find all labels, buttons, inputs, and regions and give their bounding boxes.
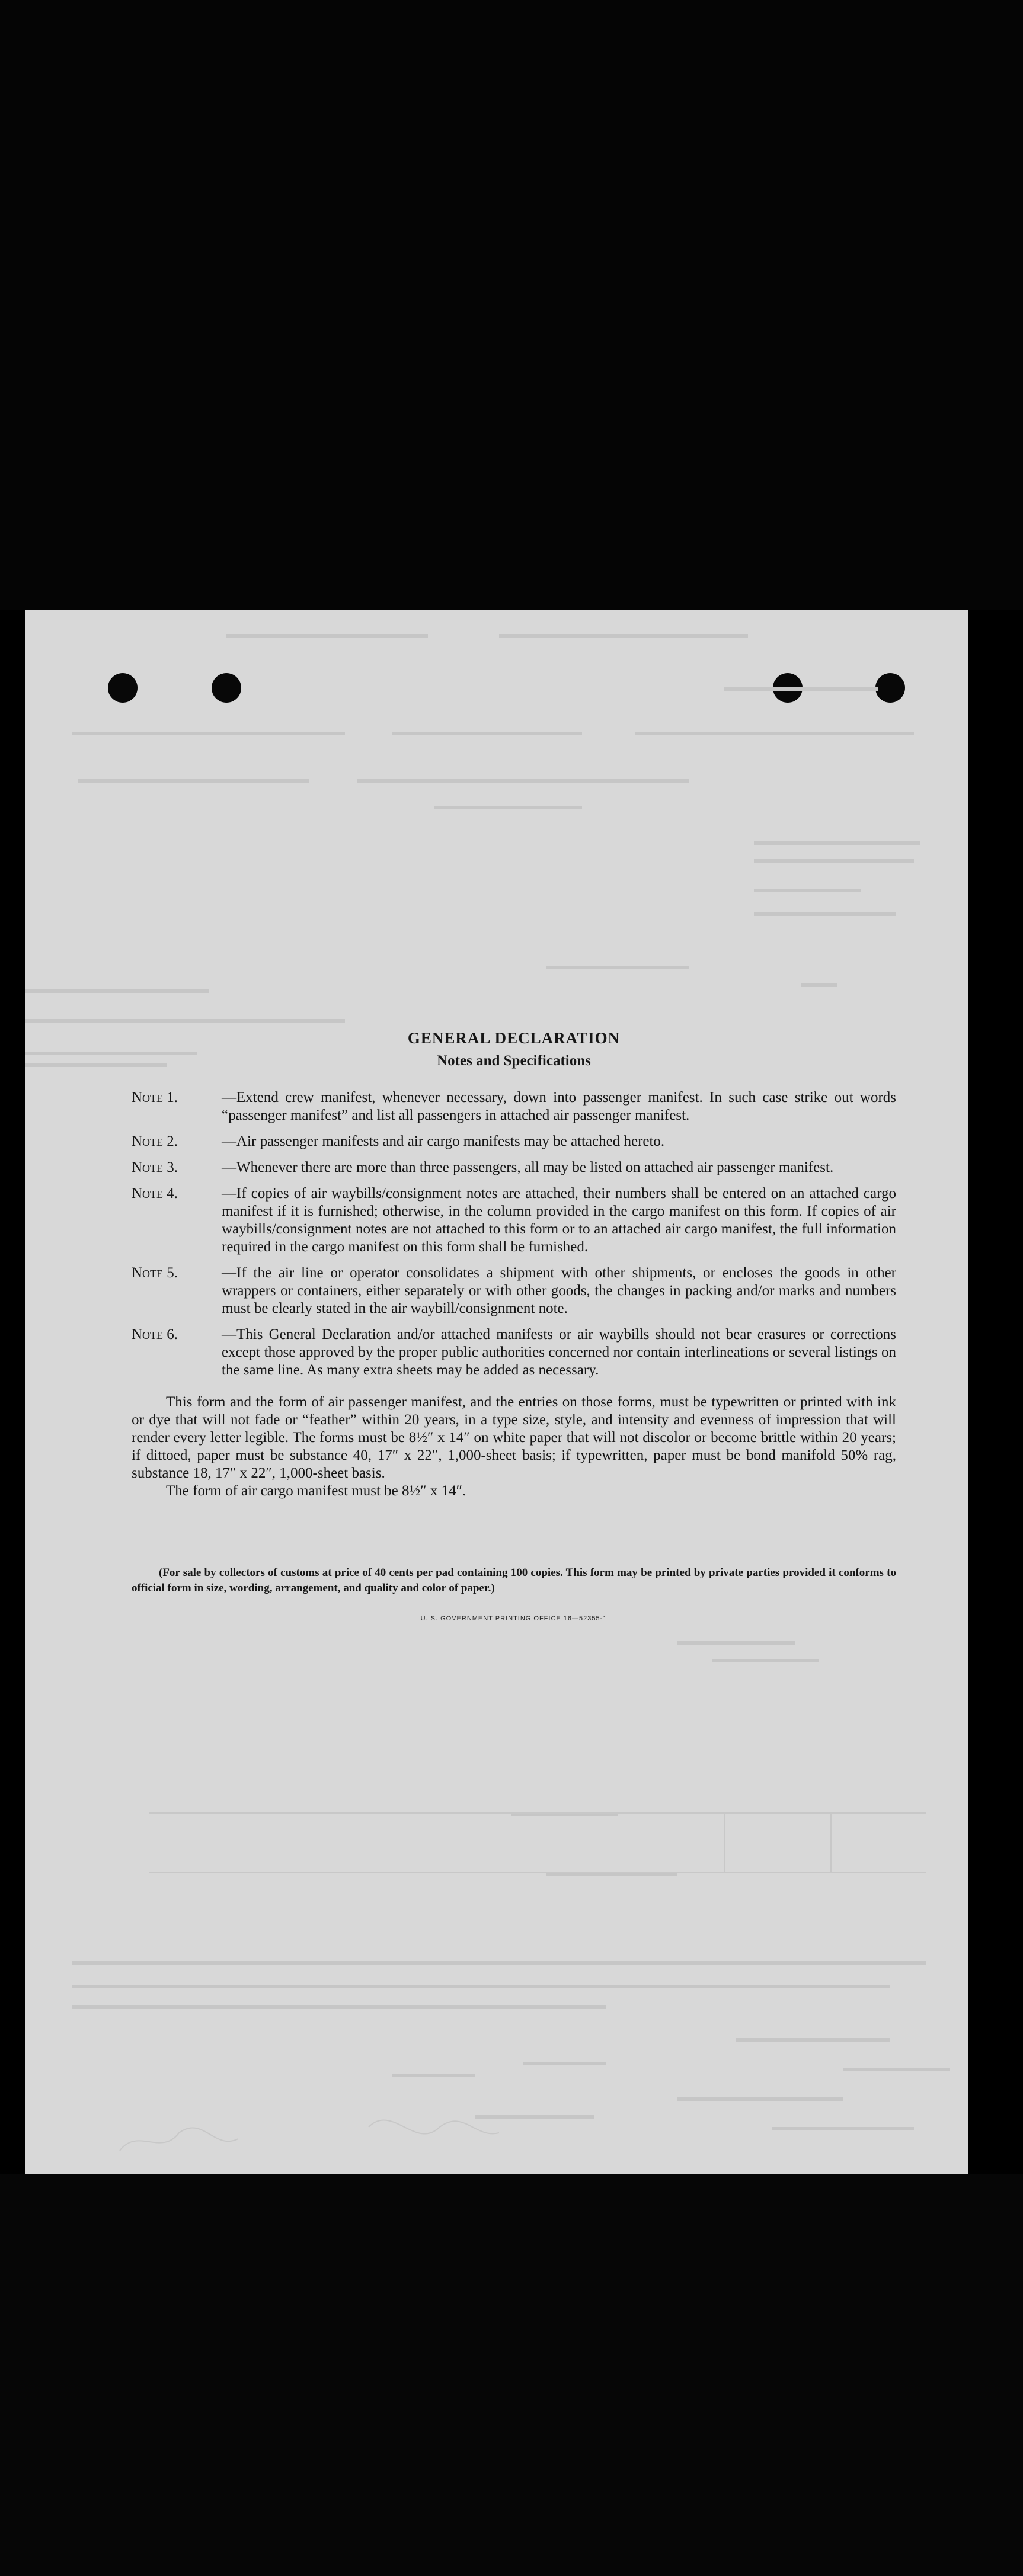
page-title: GENERAL DECLARATION bbox=[407, 1029, 621, 1047]
page-subtitle: Notes and Specifications bbox=[437, 1053, 591, 1069]
scanner-background-top bbox=[0, 0, 1023, 610]
note-text: —If the air line or operator consolidates a shipment with other shipments, or encloses the goods in other wrappers or containers, either separately or with other goods, the changes in packing and/or marks and numbers must be clearly stated in the air waybill/consignment note. bbox=[222, 1265, 896, 1316]
note-5 bbox=[132, 1264, 896, 1318]
note-text: —Extend crew manifest, whenever necessary, down into passenger manifest. In such case strike out words “passenger manifest” and list all passengers in attached air passenger manifest. bbox=[222, 1090, 896, 1123]
note-label: Note 1. bbox=[132, 1090, 178, 1106]
note-label: Note 2. bbox=[132, 1133, 178, 1149]
document-page bbox=[25, 610, 968, 2174]
note-label: Note 3. bbox=[132, 1159, 178, 1175]
note-label: Note 5. bbox=[132, 1265, 178, 1281]
sale-notice: (For sale by collectors of customs at price of 40 cents per pad containing 100 copies. This form may be printed by private parties provided it conforms to official form in size, wording, arrangement, and quality and color of paper.) bbox=[132, 1566, 896, 1594]
note-text: —Air passenger manifests and air cargo manifests may be attached hereto. bbox=[222, 1133, 665, 1149]
cargo-manifest-size-paragraph: The form of air cargo manifest must be 8½″ x 14″. bbox=[166, 1483, 466, 1499]
note-text: —If copies of air waybills/consignment notes are attached, their numbers shall be entered on an attached cargo manifest if it is furnished; otherwise, in the column provided in the cargo manifest on this form. If copies of air waybills/consignment notes are not attached to this form or to an attached air cargo manifest, the full information required in the cargo manifest on this form shall be furnished. bbox=[222, 1186, 896, 1255]
note-4 bbox=[132, 1185, 896, 1256]
printer-imprint: U. S. GOVERNMENT PRINTING OFFICE 16—52355-1 bbox=[420, 1615, 608, 1622]
note-2 bbox=[132, 1133, 896, 1151]
scanner-background-bottom bbox=[0, 2174, 1023, 2576]
note-label: Note 4. bbox=[132, 1186, 178, 1202]
note-text: —This General Declaration and/or attached manifests or air waybills should not bear erasures or corrections except those approved by the proper public authorities concerned nor contain interlineations or several listings on the same line. As many extra sheets may be added as necessary. bbox=[222, 1327, 896, 1378]
general-declaration-notes bbox=[132, 1027, 896, 1622]
note-label: Note 6. bbox=[132, 1327, 178, 1343]
note-text: —Whenever there are more than three passengers, all may be listed on attached air passenger manifest. bbox=[222, 1159, 834, 1175]
form-requirements-paragraph: This form and the form of air passenger manifest, and the entries on those forms, must be typewritten or printed with ink or dye that will not fade or “feather” within 20 years, in a type size, style, and intensity and evenness of impression that will render every letter legible. The forms must be 8½″ x 14″ on white paper that will not discolor or become brittle within 20 years; if dittoed, paper must be substance 40, 17″ x 22″, 1,000-sheet basis; if typewritten, paper must be bond manifold 50% rag, substance 18, 17″ x 22″, 1,000-sheet basis. bbox=[132, 1394, 896, 1481]
note-1 bbox=[132, 1089, 896, 1124]
note-3 bbox=[132, 1159, 896, 1177]
note-6 bbox=[132, 1326, 896, 1379]
